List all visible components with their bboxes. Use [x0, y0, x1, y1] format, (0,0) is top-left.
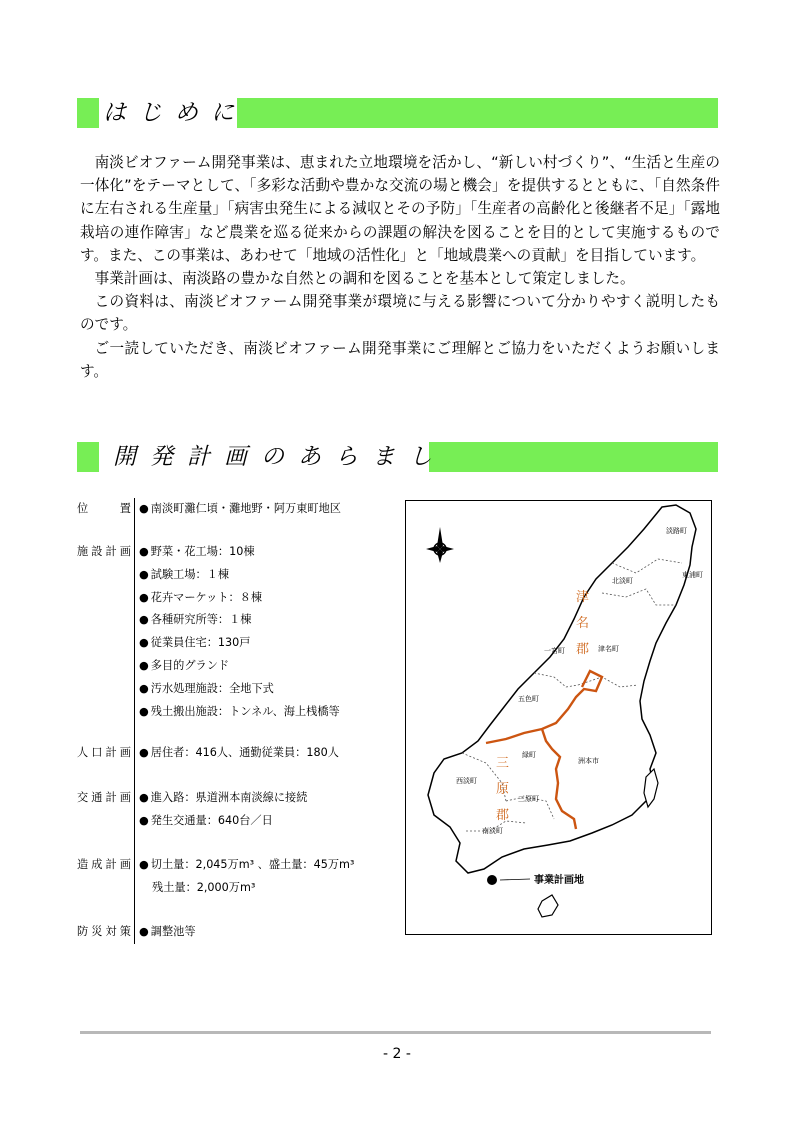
spec-item: ● 野菜・花工場：10棟: [139, 545, 255, 558]
site-leader: [500, 879, 530, 880]
spec-item: ● 残土搬出施設：トンネル、海上桟橋等: [139, 704, 340, 718]
spec-label: 位置: [77, 502, 131, 515]
spec-label: 造成計画: [77, 858, 131, 871]
town-label: 淡路町: [666, 527, 687, 535]
town-label: 津名町: [598, 645, 619, 653]
spec-item: ● 試験工場：１棟: [139, 567, 230, 581]
town-label: 北淡町: [612, 577, 633, 585]
outline-heading: 開発計画のあらまし: [113, 444, 446, 470]
district-label: 原: [496, 782, 510, 797]
small-island: [538, 895, 558, 917]
town-label: 緑町: [522, 751, 536, 759]
intro-paragraph: ご一読していただき、南淡ビオファーム開発事業にご理解とご協力をいただくようお願いします。: [80, 339, 720, 380]
page-number: - 2 -: [383, 1046, 411, 1062]
site-marker: [487, 875, 497, 885]
spec-item: ● 従業員住宅：130戸: [139, 636, 251, 650]
spec-item: ● 花卉マーケット：８棟: [139, 590, 263, 604]
intro-heading: はじめに: [103, 100, 247, 126]
district-label: 郡: [496, 808, 510, 823]
town-label: 西淡町: [456, 777, 477, 785]
compass-icon: [426, 527, 454, 563]
town-label: 洲本市: [578, 757, 599, 765]
spec-item: ● 居住者：416人、通勤従業員：180人: [139, 746, 339, 759]
outline-heading-bar: [77, 442, 718, 472]
spec-item: ● 多目的グランド: [139, 658, 230, 672]
town-label: 五色町: [518, 695, 539, 703]
town-label: 三原町: [518, 795, 539, 803]
intro-heading-bar: [77, 98, 718, 128]
awaji-island-map: [405, 500, 712, 935]
map-svg: [406, 501, 711, 934]
spec-divider: [134, 498, 135, 944]
intro-paragraph: 事業計画は、南淡路の豊かな自然との調和を図ることを基本として策定しました。: [94, 270, 635, 288]
spec-item: ● 汚水処理施設：全地下式: [139, 681, 274, 695]
intro-paragraph: 南淡ビオファーム開発事業は、恵まれた立地環境を活かし、“新しい村づくり”、“生活と生産の一体化”をテーマとして、「多彩な活動や豊かな交流の場と機会」を提供するとともに、「自然条件に左右される生産量」「病害虫発生による減収とその予防」「生産者の高齢化と後継者不足」「露地栽培の連作障害」など農業を巡る従来からの課題の解決を図ることを目的として実施するものです。また、この事業は、あわせて「地域の活性化」と「地域農業への貢献」を目指しています。: [80, 154, 720, 264]
district-label: 三: [496, 756, 510, 771]
spec-label: 施設計画: [77, 545, 131, 558]
intro-paragraph: この資料は、南淡ビオファーム開発事業が環境に与える影響について分かりやすく説明したものです。: [80, 293, 720, 334]
spec-label: 人口計画: [77, 746, 131, 759]
town-label: 南淡町: [482, 827, 503, 835]
spec-item: ● 進入路：県道洲本南淡線に接続: [139, 791, 308, 804]
town-label: 一宮町: [544, 647, 565, 655]
footer-rule: [80, 1031, 711, 1034]
district-label: 名: [576, 616, 590, 631]
spec-item: ● 各種研究所等：１棟: [139, 613, 252, 627]
intro-body: [80, 151, 720, 383]
town-label: 東浦町: [682, 571, 703, 579]
district-label: 津: [576, 590, 590, 605]
spec-label: 交通計画: [77, 791, 131, 804]
spec-item: ● 切土量：2,045万m³ 、盛土量：45万m³: [139, 858, 355, 871]
spec-item: ● 南淡町灘仁頃・灘地野・阿万東町地区: [139, 502, 341, 515]
district-label: 郡: [576, 642, 590, 657]
spec-item: 残土量：2,000万m³: [152, 880, 256, 894]
site-label: 事業計画地: [534, 875, 584, 886]
spec-item: ● 調整池等: [139, 925, 196, 938]
spec-label: 防災対策: [77, 925, 131, 938]
spec-item: ● 発生交通量：640台／日: [139, 813, 273, 827]
